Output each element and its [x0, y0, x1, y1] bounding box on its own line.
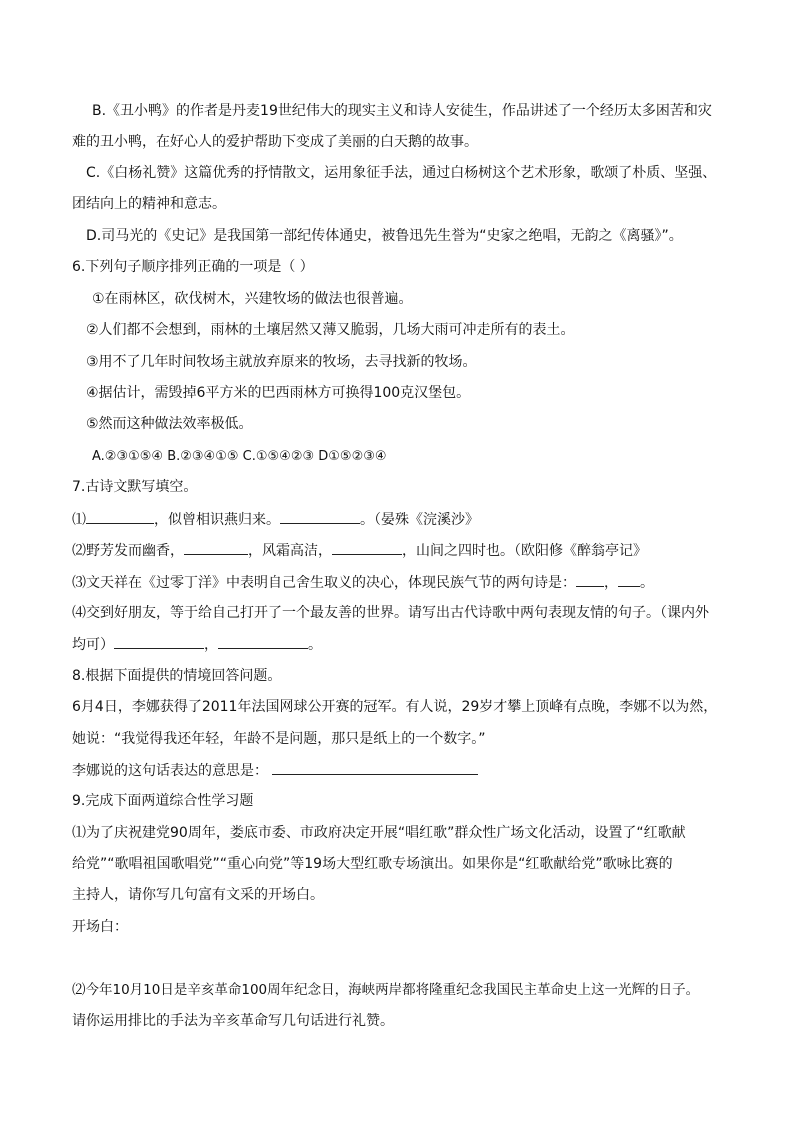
period: 。 [640, 575, 654, 591]
poem-source: 。（晏殊《浣溪沙》 [360, 512, 479, 528]
task-1-line-2: 给党”“歌唱祖国歌唱党”“重心向党”等19场大型红歌专场演出。如果你是“红歌献给党”歌咏比赛的 [72, 856, 673, 872]
answer-prompt-text: 李娜说的这句话表达的意思是： [72, 763, 268, 779]
question-8-title: 8.根据下面提供的情境回答问题。 [72, 668, 282, 684]
task-1-line-1: ⑴为了庆祝建党90周年，娄底市委、市政府决定开展“唱红歌”群众性广场文化活动，设置了“红歌献 [72, 825, 686, 841]
question-6-title: 6.下列句子顺序排列正确的一项是（ ） [72, 259, 314, 275]
poem-text: ⑵野芳发而幽香， [72, 543, 184, 559]
answer-blank[interactable] [184, 540, 248, 555]
poem-fill-4-line-2 [72, 634, 322, 655]
answer-blank[interactable] [618, 572, 640, 587]
sentence-2: ②人们都不会想到，雨林的土壤居然又薄又脆弱，几场大雨可冲走所有的表土。 [86, 322, 575, 338]
option-c-line-1: C.《白杨礼赞》这篇优秀的抒情散文，运用象征手法，通过白杨树这个艺术形象，歌颂了朴质、坚强、 [86, 165, 717, 181]
option-b-line-1: B.《丑小鸭》的作者是丹麦19世纪伟大的现实主义和诗人安徒生，作品讲述了一个经历太多困苦和灾 [92, 103, 712, 119]
poem-fill-1 [72, 509, 479, 530]
poem-fill-2 [72, 540, 647, 561]
poem-fill-3 [72, 572, 654, 593]
opening-label: 开场白： [72, 919, 128, 935]
poem-source: ，山间之四时也。（欧阳修《醉翁亭记》 [402, 543, 647, 559]
poem-text: ，风霜高洁， [248, 543, 332, 559]
context-line-2: 她说：“我觉得我还年轻，年龄不是问题，那只是纸上的一个数字。” [72, 731, 486, 747]
sentence-3: ③用不了几年时间牧场主就放弃原来的牧场，去寻找新的牧场。 [86, 354, 477, 370]
sentence-5: ⑤然而这种做法效率极低。 [86, 416, 253, 432]
question-7-title: 7.古诗文默写填空。 [72, 479, 198, 495]
answer-blank[interactable] [86, 509, 154, 524]
option-c-line-2: 团结向上的精神和意志。 [72, 196, 226, 212]
answer-prompt [72, 760, 478, 781]
sentence-4: ④据估计，需毁掉6平方米的巴西雨林方可换得100克汉堡包。 [86, 385, 471, 401]
answer-blank[interactable] [272, 760, 478, 775]
item-number: ⑴ [72, 512, 86, 528]
sentence-1: ①在雨林区，砍伐树木，兴建牧场的做法也很普遍。 [92, 291, 413, 307]
question-9-title: 9.完成下面两道综合性学习题 [72, 793, 254, 809]
separator: ， [204, 637, 218, 653]
context-line-1: 6月4日，李娜获得了2011年法国网球公开赛的冠军。有人说，29岁才攀上顶峰有点晚，李娜不以为然， [72, 699, 718, 715]
answer-blank[interactable] [218, 634, 308, 649]
period: 。 [308, 637, 322, 653]
answer-blank[interactable] [280, 509, 360, 524]
option-d-line: D.司马光的《史记》是我国第一部纪传体通史，被鲁迅先生誉为“史家之绝唱，无韵之《离骚》”。 [86, 228, 683, 244]
poem-fill-4-line-1: ⑷交到好朋友，等于给自己打开了一个最友善的世界。请写出古代诗歌中两句表现友情的句子。（课内外 [72, 605, 709, 621]
task-1-line-3: 主持人，请你写几句富有文采的开场白。 [72, 887, 324, 903]
answer-blank[interactable] [114, 634, 204, 649]
answer-blank[interactable] [332, 540, 402, 555]
poem-prompt: ⑶文天祥在《过零丁洋》中表明自己舍生取义的决心，体现民族气节的两句诗是： [72, 575, 576, 591]
task-2-line-2: 请你运用排比的手法为辛亥革命写几句话进行礼赞。 [72, 1013, 394, 1029]
question-6-choices: A.②③①⑤④ B.②③④①⑤ C.①⑤④②③ D①⑤②③④ [92, 449, 387, 464]
task-2-line-1: ⑵今年10月10日是辛亥革命100周年纪念日，海峡两岸都将隆重纪念我国民主革命史上这一光辉的日子。 [72, 982, 700, 998]
separator: ， [604, 575, 618, 591]
option-b-line-2: 难的丑小鸭，在好心人的爱护帮助下变成了美丽的白天鹅的故事。 [72, 134, 478, 150]
answer-blank[interactable] [576, 572, 604, 587]
poem-prompt: 均可） [72, 637, 114, 653]
poem-text: ，似曾相识燕归来。 [154, 512, 280, 528]
